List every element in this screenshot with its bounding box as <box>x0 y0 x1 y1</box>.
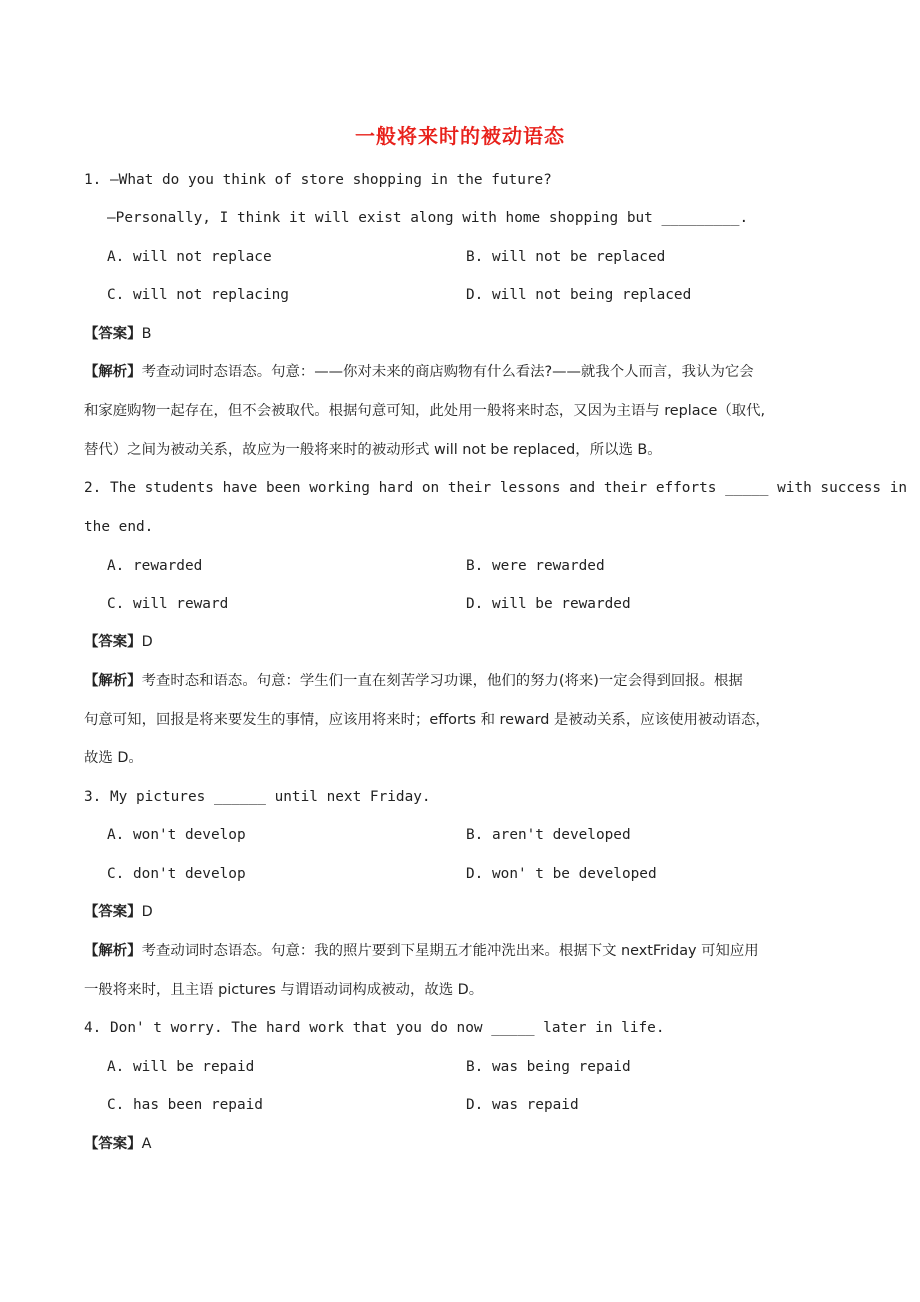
question-1-option-a: A. will not replace <box>107 249 272 265</box>
explanation-text: 考查时态和语态。句意：学生们一直在刻苦学习功课，他们的努力(将来)一定会得到回报。根据 <box>141 673 743 689</box>
page-title: 一般将来时的被动语态 <box>355 124 565 148</box>
answer-value: A <box>141 1136 152 1152</box>
question-1-answer <box>84 324 151 344</box>
explanation-label: 【解析】 <box>84 673 142 689</box>
question-3-option-d: D. won' t be developed <box>466 866 657 882</box>
question-4-option-c: C. has been repaid <box>107 1097 263 1113</box>
question-1-response: —Personally, I think it will exist along with home shopping but _________. <box>107 210 749 226</box>
question-3-stem: 3. My pictures ______ until next Friday. <box>84 789 431 805</box>
question-3-option-a: A. won't develop <box>107 827 246 843</box>
question-4-answer <box>84 1134 151 1154</box>
explanation-label: 【解析】 <box>84 943 142 959</box>
question-3-option-c: C. don't develop <box>107 866 246 882</box>
question-2-option-c: C. will reward <box>107 596 229 612</box>
question-2-option-d: D. will be rewarded <box>466 596 631 612</box>
explanation-text: 考查动词时态语态。句意：我的照片要到下星期五才能冲洗出来。根据下文 nextFriday 可知应用 <box>141 943 759 959</box>
question-4-stem: 4. Don' t worry. The hard work that you do now _____ later in life. <box>84 1020 665 1036</box>
explanation-text: 考查动词时态语态。句意：——你对未来的商店购物有什么看法?——就我个人而言，我认为它会 <box>141 364 754 380</box>
answer-value: D <box>141 634 153 650</box>
question-4-option-a: A. will be repaid <box>107 1059 255 1075</box>
question-3-option-b: B. aren't developed <box>466 827 631 843</box>
question-2-explanation-line-2: 句意可知，回报是将来要发生的事情，应该用将来时；efforts 和 reward 是被动关系，应该使用被动语态， <box>84 712 770 728</box>
question-4-option-d: D. was repaid <box>466 1097 579 1113</box>
question-1-stem: 1. —What do you think of store shopping in the future? <box>84 172 552 188</box>
answer-value: B <box>141 326 152 342</box>
answer-label: 【答案】 <box>84 634 142 650</box>
question-4-option-b: B. was being repaid <box>466 1059 631 1075</box>
question-2-answer <box>84 632 153 652</box>
question-2-explanation-line-3: 故选 D。 <box>84 750 143 766</box>
question-1-explanation-line-3: 替代）之间为被动关系，故应为一般将来时的被动形式 will not be replaced，所以选 B。 <box>84 442 662 458</box>
answer-label: 【答案】 <box>84 1136 142 1152</box>
question-1-option-c: C. will not replacing <box>107 287 289 303</box>
answer-label: 【答案】 <box>84 904 142 920</box>
explanation-label: 【解析】 <box>84 364 142 380</box>
question-1-option-d: D. will not being replaced <box>466 287 692 303</box>
answer-label: 【答案】 <box>84 326 142 342</box>
question-1-explanation-line-2: 和家庭购物一起存在，但不会被取代。根据句意可知，此处用一般将来时态，又因为主语与 replace（取代, <box>84 403 766 419</box>
answer-value: D <box>141 904 153 920</box>
question-1-explanation-line-1 <box>84 362 844 382</box>
question-2-stem-continued: the end. <box>84 519 154 535</box>
question-3-explanation-line-1 <box>84 941 844 961</box>
question-2-stem: 2. The students have been working hard on their lessons and their efforts _____ with success in <box>84 480 908 496</box>
question-2-option-b: B. were rewarded <box>466 558 605 574</box>
question-1-option-b: B. will not be replaced <box>466 249 666 265</box>
question-2-explanation-line-1 <box>84 671 844 691</box>
question-3-explanation-line-2: 一般将来时，且主语 pictures 与谓语动词构成被动，故选 D。 <box>84 982 484 998</box>
question-2-option-a: A. rewarded <box>107 558 203 574</box>
question-3-answer <box>84 902 153 922</box>
